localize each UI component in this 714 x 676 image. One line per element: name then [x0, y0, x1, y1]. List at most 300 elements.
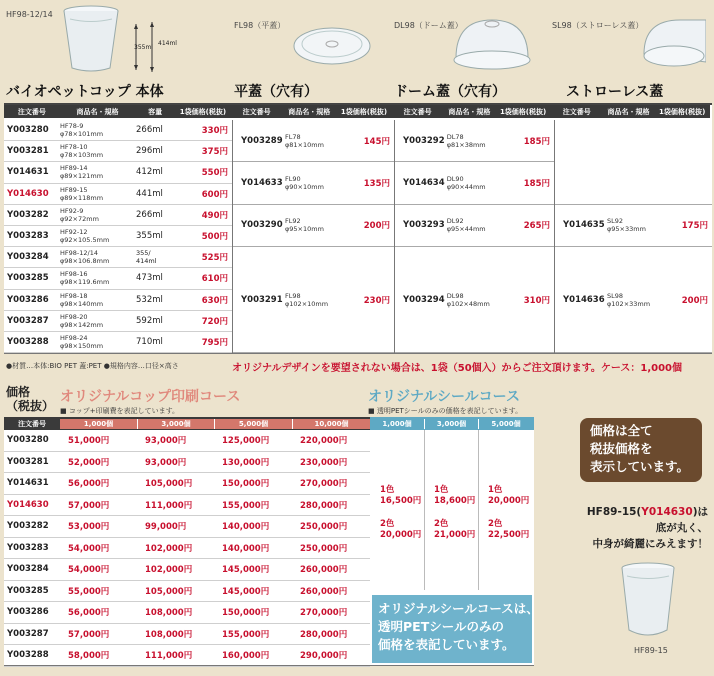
cup-order-no: Y003281 [7, 146, 49, 157]
dome-size: φ81×38mm [446, 140, 486, 149]
print-row [4, 559, 370, 581]
cup-capacity [136, 295, 176, 305]
flat-lid-section-title: 平蓋（穴有） [234, 84, 318, 100]
print-col-10000: 10,000個 [292, 419, 370, 429]
side-note-c: )は [692, 506, 708, 518]
cup-capacity [136, 210, 176, 220]
print-price-4: 230,000円 [300, 457, 348, 468]
print-row [4, 645, 370, 667]
dome-price: 310円 [523, 295, 551, 306]
flat-size: φ95×10mm [285, 225, 324, 234]
seal-2color-label: 2色 [488, 519, 503, 529]
cup-order-no: Y003288 [7, 336, 49, 347]
cup-product-name [60, 292, 136, 308]
seal-col-1000: 1,000個 [382, 419, 412, 428]
print-price-3: 145,000円 [222, 586, 270, 597]
dome-order-no: Y003294 [403, 294, 445, 305]
strawless-order-no: Y014636 [563, 294, 605, 305]
seal-course-title: オリジナルシールコース [368, 389, 520, 405]
print-row [4, 602, 370, 624]
print-price-1: 56,000円 [68, 479, 110, 490]
cup-capacity [136, 316, 176, 326]
cup-size: φ98×142mm [60, 320, 104, 329]
print-order-no: Y003286 [7, 607, 49, 618]
print-price-2: 102,000円 [145, 565, 193, 576]
cup-capacity [136, 249, 176, 265]
flat-order-no: Y003290 [241, 220, 283, 231]
seal-1color-price: 20,000円 [488, 496, 530, 506]
print-row [4, 516, 370, 538]
dome-product-name [447, 292, 499, 308]
print-order-no: Y003287 [7, 628, 49, 639]
print-price-3: 155,000円 [222, 500, 270, 511]
seal-2color-label: 2色 [380, 519, 395, 529]
dome-lid-section-title: ドーム蓋（穴有） [394, 84, 506, 100]
cup-price: 600円 [201, 189, 228, 200]
tax-badge-line-3: 表示しています。 [590, 459, 690, 474]
cup-product-name [60, 122, 136, 138]
print-order-no: Y014630 [7, 499, 49, 510]
print-price-1: 54,000円 [68, 543, 110, 554]
cup-product-name [60, 228, 136, 244]
print-price-1: 57,000円 [68, 629, 110, 640]
cup-price: 795円 [201, 337, 228, 348]
cup-capacity [136, 189, 176, 199]
print-price-1: 52,000円 [68, 457, 110, 468]
seal-info-line-1: オリジナルシールコースは、 [378, 601, 539, 616]
flat-order-no: Y003291 [241, 294, 283, 305]
cup-order-no: Y003280 [7, 125, 49, 136]
cup-order-no: Y014631 [7, 167, 49, 178]
cup-size: φ89×118mm [60, 193, 104, 202]
strawless-lid-row [555, 205, 712, 247]
cup-model: HF92-9 [60, 206, 84, 215]
print-price-3: 145,000円 [222, 565, 270, 576]
cup-capacity-value: 412ml [136, 167, 163, 178]
dome-lid-row [395, 162, 554, 204]
flat-product-name [285, 217, 337, 233]
cup-row [4, 120, 232, 141]
print-order-no: Y003283 [7, 542, 49, 553]
print-price-3: 160,000円 [222, 651, 270, 662]
cup-capacity-value: 355ml [136, 231, 163, 242]
col-capacity: 容量 [148, 107, 163, 116]
cup-row [4, 332, 232, 353]
cup-price: 500円 [201, 232, 228, 243]
cup-row [4, 311, 232, 332]
cup-model: HF98-20 [60, 312, 88, 321]
dome-price: 185円 [523, 179, 551, 190]
print-col-order-no: 注文番号 [4, 419, 60, 429]
side-note [586, 504, 708, 552]
print-row [4, 430, 370, 452]
flat-price: 200円 [363, 221, 390, 232]
cup-capacity-value: 710ml [136, 336, 163, 347]
col-order-no: 注文番号 [17, 107, 46, 116]
strawless-size: φ95×33mm [607, 225, 646, 234]
side-note-line-2: 底が丸く、 [655, 522, 708, 534]
strawless-product-name [607, 217, 659, 233]
side-note-code: Y014630 [641, 506, 693, 518]
print-price-1: 56,000円 [68, 608, 110, 619]
flat-size: φ102×10mm [285, 299, 329, 308]
cup-capacity-1: 355/ [136, 249, 151, 258]
strawless-empty-row [555, 120, 712, 205]
product-table [4, 103, 712, 354]
cup-price: 610円 [201, 274, 228, 285]
print-price-1: 54,000円 [68, 565, 110, 576]
print-price-4: 260,000円 [300, 586, 348, 597]
flat-product-name [285, 292, 337, 308]
seal-price-column [488, 485, 529, 541]
col-flat-order-no: 注文番号 [242, 107, 271, 116]
print-price-2: 111,000円 [145, 651, 193, 662]
seal-course-table [370, 417, 539, 666]
cup-image [62, 4, 120, 78]
print-course-rows [4, 430, 370, 667]
cup-capacity-value: 266ml [136, 209, 163, 220]
print-order-no: Y003288 [7, 650, 49, 661]
print-price-4: 250,000円 [300, 522, 348, 533]
cup-price: 550円 [201, 168, 228, 179]
cup-product-name [60, 143, 136, 159]
cup-row [4, 205, 232, 226]
print-price-3: 125,000円 [222, 436, 270, 447]
strawless-price: 200円 [681, 295, 708, 306]
print-course-note: ■ コップ+印刷費を表記しています。 [60, 407, 180, 415]
cup-capacity [136, 231, 176, 241]
print-course-note-text: コップ+印刷費を表記しています。 [68, 407, 180, 415]
flat-product-name [285, 175, 337, 191]
seal-course-header [370, 417, 534, 430]
print-price-3: 140,000円 [222, 543, 270, 554]
dome-size: φ90×44mm [446, 183, 486, 192]
flat-lid-row [233, 162, 394, 204]
flat-lid-row [233, 120, 394, 162]
cup-order-no: Y003286 [7, 294, 49, 305]
seal-1color-label: 1色 [380, 485, 395, 495]
dome-lid-row [395, 205, 554, 247]
cup-size: φ92×105.5mm [60, 236, 110, 245]
flat-model: FL92 [285, 217, 301, 226]
cup-image-label: HF98-12/14 [6, 10, 53, 19]
cup-row [4, 141, 232, 162]
cup-size: φ89×121mm [60, 172, 104, 181]
print-price-4: 270,000円 [300, 479, 348, 490]
strawless-size: φ102×33mm [607, 299, 651, 308]
dome-size: φ102×48mm [446, 299, 490, 308]
cup-order-no: Y014630 [7, 188, 49, 199]
seal-2color-price: 20,000円 [380, 530, 422, 540]
cup-size: φ98×119.6mm [60, 278, 110, 287]
col-dome-order-no: 注文番号 [403, 107, 432, 116]
dome-model: DL92 [446, 217, 464, 226]
cup-product-name [60, 207, 136, 223]
seal-course-info-box [372, 595, 539, 663]
print-price-3: 150,000円 [222, 608, 270, 619]
seal-info-line-3: 価格を表記しています。 [378, 637, 515, 652]
cup-order-no: Y003283 [7, 231, 49, 242]
cup-price: 720円 [201, 316, 228, 327]
seal-1color-price: 16,500円 [380, 496, 422, 506]
print-price-3: 130,000円 [222, 457, 270, 468]
print-course-header [4, 417, 370, 430]
flat-order-no: Y014633 [241, 178, 283, 189]
print-price-2: 105,000円 [145, 586, 193, 597]
cup-product-name [60, 270, 136, 286]
print-col-3000: 3,000個 [137, 419, 214, 429]
flat-size: φ90×10mm [285, 183, 324, 192]
cup-model: HF78-10 [60, 143, 88, 152]
seal-info-line-2: 透明PETシールのみの [378, 619, 504, 634]
material-note: ●材質…本体:BIO PET 蓋:PET ●規格内容…口径×高さ [6, 362, 179, 370]
cup-price: 490円 [201, 210, 228, 221]
col-dome-price: 1袋価格(税抜) [499, 107, 547, 116]
col-price: 1袋価格(税抜) [179, 107, 227, 116]
cup-size: φ78×103mm [60, 151, 104, 160]
side-note-line-3: 中身が綺麗にみえます！ [592, 538, 708, 550]
cup-section-title: バイオペットコップ 本体 [6, 84, 164, 100]
dome-order-no: Y003293 [403, 220, 445, 231]
price-label [6, 385, 54, 413]
cup-capacity-value: 441ml [136, 188, 163, 199]
print-price-4: 290,000円 [300, 651, 348, 662]
print-order-no: Y003285 [7, 585, 49, 596]
print-price-3: 150,000円 [222, 479, 270, 490]
print-order-no: Y014631 [7, 478, 49, 489]
seal-price-column [380, 485, 421, 541]
col-dome-name: 商品名・規格 [448, 107, 491, 116]
print-course-table [4, 417, 370, 666]
cup-order-no: Y003287 [7, 315, 49, 326]
seal-col-3000: 3,000個 [424, 419, 478, 429]
seal-1color-price: 18,600円 [434, 496, 476, 506]
dome-lid-row [395, 120, 554, 162]
print-price-4: 280,000円 [300, 629, 348, 640]
flat-model: FL78 [285, 132, 301, 141]
print-price-1: 51,000円 [68, 436, 110, 447]
print-price-3: 155,000円 [222, 629, 270, 640]
print-order-no: Y003281 [7, 456, 49, 467]
flat-model: FL90 [285, 175, 301, 184]
cup-row [4, 268, 232, 289]
dome-lid-image-label: DL98（ドーム蓋） [394, 21, 463, 30]
print-row [4, 624, 370, 646]
cup-model: HF89-14 [60, 164, 88, 173]
cup-size: φ98×150mm [60, 341, 104, 350]
seal-1color-label: 1色 [434, 485, 449, 495]
flat-size: φ81×10mm [285, 140, 324, 149]
strawless-product-name [607, 292, 659, 308]
flat-lid-image-label: FL98（平蓋） [234, 21, 286, 30]
product-table-header [4, 105, 710, 118]
cup-price: 330円 [201, 126, 228, 137]
col-flat-price: 1袋価格(税抜) [340, 107, 388, 116]
print-price-1: 55,000円 [68, 586, 110, 597]
strawless-lid-row [555, 247, 712, 353]
col-sl-order-no: 注文番号 [562, 107, 591, 116]
print-order-no: Y003282 [7, 521, 49, 532]
flat-lid-rows [233, 120, 394, 353]
strawless-lid-rows [555, 120, 712, 353]
print-order-no: Y003280 [7, 435, 49, 446]
cup-capacity-2: 414ml [136, 257, 157, 266]
cup-product-name [60, 186, 136, 202]
cup-capacity-value: 532ml [136, 294, 163, 305]
cup-price: 375円 [201, 147, 228, 158]
flat-model: FL98 [285, 291, 301, 300]
cup-capacity-value: 592ml [136, 315, 163, 326]
dome-model: DL90 [446, 175, 464, 184]
cup-size: φ98×106.8mm [60, 257, 110, 266]
flat-price: 145円 [363, 136, 390, 147]
cup-capacity-value: 473ml [136, 273, 163, 284]
cup-row [4, 290, 232, 311]
print-price-2: 99,000円 [145, 522, 187, 533]
cup-model: HF98-12/14 [60, 249, 98, 258]
flat-lid-row [233, 205, 394, 247]
strawless-price: 175円 [681, 221, 708, 232]
strawless-lid-section-title: ストローレス蓋 [566, 84, 664, 100]
cup-order-no: Y003282 [7, 209, 49, 220]
flat-price: 135円 [363, 179, 390, 190]
print-price-2: 108,000円 [145, 629, 193, 640]
print-price-4: 280,000円 [300, 500, 348, 511]
print-price-1: 58,000円 [68, 651, 110, 662]
dome-model: DL98 [446, 291, 464, 300]
cup-row [4, 226, 232, 247]
print-row [4, 495, 370, 517]
print-price-2: 102,000円 [145, 543, 193, 554]
print-price-2: 93,000円 [145, 436, 187, 447]
seal-2color-price: 22,500円 [488, 530, 530, 540]
dome-order-no: Y014634 [403, 178, 445, 189]
seal-2color-label: 2色 [434, 519, 449, 529]
cup-size: φ92×72mm [60, 214, 99, 223]
strawless-model: SL98 [607, 291, 624, 300]
cup-order-no: Y003284 [7, 252, 49, 263]
cup-product-name [60, 334, 136, 350]
print-price-4: 260,000円 [300, 565, 348, 576]
print-row [4, 538, 370, 560]
side-note-a: HF89-15( [586, 506, 642, 518]
cup-model: HF98-24 [60, 333, 88, 342]
price-label-main: 価格 [6, 385, 31, 399]
col-flat-name: 商品名・規格 [288, 107, 331, 116]
strawless-lid-image-label: SL98（ストローレス蓋） [552, 21, 644, 30]
cup-capacity-value: 266ml [136, 125, 163, 136]
dome-product-name [447, 175, 499, 191]
print-col-1000: 1,000個 [60, 419, 137, 429]
seal-spacer [434, 507, 475, 519]
print-price-4: 270,000円 [300, 608, 348, 619]
print-price-2: 105,000円 [145, 479, 193, 490]
print-row [4, 452, 370, 474]
cup-order-no: Y003285 [7, 273, 49, 284]
dome-lid-rows [395, 120, 554, 353]
cup-row [4, 162, 232, 183]
hf89-15-label: HF89-15 [634, 646, 668, 655]
seal-col-5000: 5,000個 [478, 419, 533, 429]
dome-size: φ95×44mm [446, 225, 486, 234]
cup-price: 630円 [201, 295, 228, 306]
dome-lid-row [395, 247, 554, 353]
dim-355: 355ml [134, 44, 153, 51]
print-price-2: 93,000円 [145, 457, 187, 468]
cup-model: HF78-9 [60, 122, 84, 131]
flat-lid-row [233, 247, 394, 353]
seal-price-column [434, 485, 475, 541]
tax-badge-line-1: 価格は全て [590, 423, 653, 438]
print-price-4: 250,000円 [300, 543, 348, 554]
cup-model: HF89-15 [60, 185, 88, 194]
dome-model: DL78 [446, 132, 464, 141]
cup-price: 525円 [201, 253, 228, 264]
cup-capacity [136, 125, 176, 135]
dome-order-no: Y003292 [403, 135, 445, 146]
cup-product-name [60, 249, 136, 265]
print-price-1: 53,000円 [68, 522, 110, 533]
dome-lid-image [452, 16, 532, 76]
print-price-4: 220,000円 [300, 436, 348, 447]
cup-product-name [60, 164, 136, 180]
cup-size: φ78×101mm [60, 130, 104, 139]
cup-model: HF92-12 [60, 228, 88, 237]
cup-capacity [136, 337, 176, 347]
cup-size: φ98×140mm [60, 299, 104, 308]
cup-row [4, 184, 232, 205]
dome-product-name [447, 133, 499, 149]
seal-2color-price: 21,000円 [434, 530, 476, 540]
print-price-3: 140,000円 [222, 522, 270, 533]
print-price-2: 108,000円 [145, 608, 193, 619]
print-row [4, 581, 370, 603]
strawless-model: SL92 [607, 217, 624, 226]
print-course-title: オリジナルコップ印刷コース [60, 389, 241, 405]
tax-badge [580, 418, 702, 482]
cup-capacity [136, 146, 176, 156]
tax-badge-line-2: 税抜価格を [590, 441, 653, 456]
print-row [4, 473, 370, 495]
order-note: オリジナルデザインを要望されない場合は、1袋（50個入）からご注文頂けます。ケース：1,000個 [232, 363, 683, 374]
col-sl-name: 商品名・規格 [607, 107, 650, 116]
print-price-1: 57,000円 [68, 500, 110, 511]
cup-rows [4, 120, 232, 353]
dim-414: 414ml [158, 40, 177, 47]
col-sl-price: 1袋価格(税抜) [659, 107, 706, 116]
cup-product-name [60, 313, 136, 329]
flat-price: 230円 [363, 295, 390, 306]
dome-price: 265円 [523, 221, 551, 232]
seal-spacer [380, 507, 421, 519]
cup-model: HF98-18 [60, 291, 88, 300]
seal-1color-label: 1色 [488, 485, 503, 495]
seal-spacer [488, 507, 529, 519]
cup-row [4, 247, 232, 268]
dome-price: 185円 [523, 136, 551, 147]
cup-capacity [136, 273, 176, 283]
flat-lid-image [292, 22, 372, 71]
hf89-15-cup-image [620, 562, 676, 646]
seal-course-note: ■ 透明PETシールのみの価格を表記しています。 [368, 407, 523, 415]
strawless-order-no: Y014635 [563, 220, 605, 231]
print-col-5000: 5,000個 [214, 419, 292, 429]
flat-product-name [285, 133, 337, 149]
flat-order-no: Y003289 [241, 135, 283, 146]
price-label-tax: （税抜） [6, 399, 55, 413]
strawless-lid-image [640, 14, 706, 78]
cup-capacity-value: 296ml [136, 146, 163, 157]
